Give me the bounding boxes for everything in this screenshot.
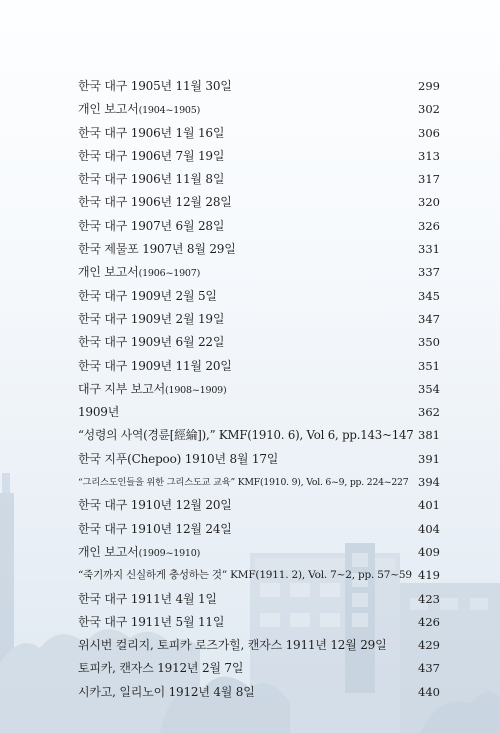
toc-entry-page-number: 404 — [418, 521, 440, 536]
table-of-contents — [78, 75, 440, 704]
toc-entry-title — [78, 378, 227, 402]
toc-entry-title-text: 한국 대구 1911년 4월 1일 — [78, 591, 217, 606]
toc-entry-title — [78, 564, 412, 587]
toc-entry-page-number: 419 — [418, 568, 440, 583]
toc-entry-title — [78, 191, 232, 214]
toc-entry[interactable] — [78, 145, 440, 168]
toc-entry-title-text: 대구 지부 보고서 — [78, 381, 165, 396]
toc-entry-title-text: 개인 보고서 — [78, 265, 139, 280]
toc-entry-page-number: 351 — [418, 358, 440, 373]
toc-entry-title — [78, 494, 232, 517]
toc-entry-title — [78, 634, 386, 657]
toc-entry[interactable] — [78, 215, 440, 238]
toc-entry[interactable] — [78, 261, 440, 284]
toc-entry-page-number: 345 — [418, 288, 440, 303]
toc-entry-title — [78, 261, 200, 285]
toc-entry-page-number: 423 — [418, 591, 440, 606]
toc-entry-title-text: 한국 대구 1906년 1월 16일 — [78, 125, 225, 140]
toc-entry-title — [78, 471, 408, 494]
toc-entry-title-text: 개인 보고서 — [78, 544, 139, 559]
toc-entry-title — [78, 541, 200, 565]
toc-entry-page-number: 326 — [418, 218, 440, 233]
toc-entry-title — [78, 308, 224, 331]
toc-entry[interactable] — [78, 634, 440, 657]
toc-entry-title-text: “그리스도인들을 위한 그리스도교 교육” KMF(1910. 9), Vol. 6~9, pp. 224~227 — [78, 477, 409, 489]
toc-entry-title — [78, 424, 414, 447]
toc-entry[interactable] — [78, 285, 440, 308]
toc-entry-title — [78, 355, 232, 378]
toc-entry-page-number: 437 — [418, 661, 440, 676]
toc-entry-title-text: 위시번 컬리지, 토피카 로즈가힐, 캔자스 1911년 12월 29일 — [78, 638, 387, 653]
toc-entry[interactable] — [78, 75, 440, 98]
toc-entry-page-number: 362 — [418, 405, 440, 420]
toc-entry-title-text: “죽기까지 신실하게 충성하는 것” KMF(1911. 2), Vol. 7~2, pp. 57~59 — [78, 569, 412, 582]
toc-entry-title-text: 한국 지푸(Chepoo) 1910년 8월 17일 — [78, 451, 279, 466]
toc-entry[interactable] — [78, 518, 440, 541]
toc-entry-page-number: 299 — [418, 79, 440, 93]
toc-entry-page-number: 331 — [418, 242, 440, 257]
toc-entry[interactable] — [78, 122, 440, 145]
toc-entry-page-number: 317 — [418, 172, 440, 187]
toc-entry[interactable] — [78, 494, 440, 517]
toc-entry-title — [78, 215, 224, 238]
toc-entry-page-number: 381 — [418, 428, 440, 443]
toc-entry-title — [78, 448, 278, 471]
toc-entry-title-text: 한국 대구 1910년 12월 24일 — [78, 521, 232, 536]
toc-entry-title — [78, 401, 119, 424]
toc-entry-title-text: 한국 대구 1906년 12월 28일 — [78, 195, 232, 210]
toc-entry-page-number: 391 — [418, 451, 440, 466]
toc-entry-title — [78, 98, 200, 122]
toc-entry-period: (1909~1910) — [138, 547, 201, 559]
toc-entry-page-number: 302 — [418, 102, 440, 117]
toc-entry-page-number: 401 — [418, 498, 440, 513]
toc-entry-title — [78, 657, 243, 680]
toc-entry-title-text: 한국 대구 1910년 12월 20일 — [78, 498, 232, 513]
toc-entry[interactable] — [78, 355, 440, 378]
toc-entry[interactable] — [78, 401, 440, 424]
toc-entry[interactable] — [78, 378, 440, 401]
toc-entry-page-number: 337 — [418, 265, 440, 280]
toc-entry[interactable] — [78, 168, 440, 191]
toc-entry-title-text: 1909년 — [78, 405, 120, 420]
toc-entry-title — [78, 238, 236, 261]
toc-entry[interactable] — [78, 331, 440, 354]
toc-entry-page-number: 394 — [418, 475, 440, 490]
toc-entry-title — [78, 285, 217, 308]
toc-entry-page-number: 350 — [418, 335, 440, 350]
toc-entry-title — [78, 331, 224, 354]
toc-entry-period: (1906~1907) — [138, 268, 201, 280]
toc-entry[interactable] — [78, 564, 440, 587]
toc-entry-page-number: 354 — [418, 381, 440, 396]
toc-entry[interactable] — [78, 471, 440, 494]
toc-entry-title-text: 한국 대구 1911년 5월 11일 — [78, 614, 225, 629]
toc-entry-title-text: 한국 대구 1907년 6월 28일 — [78, 218, 225, 233]
toc-entry-page-number: 409 — [418, 544, 440, 559]
toc-entry-title-text: 한국 제물포 1907년 8월 29일 — [78, 242, 236, 257]
toc-entry-page-number: 320 — [418, 195, 440, 210]
toc-entry-page-number: 426 — [418, 614, 440, 629]
toc-entry[interactable] — [78, 657, 440, 680]
toc-entry-title-text: 토피카, 캔자스 1912년 2월 7일 — [78, 661, 244, 676]
toc-entry-title — [78, 122, 224, 145]
toc-entry-title-text: 한국 대구 1909년 11월 20일 — [78, 358, 232, 373]
toc-entry-title-text: 한국 대구 1909년 2월 5일 — [78, 288, 217, 303]
toc-entry[interactable] — [78, 681, 440, 704]
toc-entry-period: (1908~1909) — [164, 384, 227, 396]
toc-entry[interactable] — [78, 308, 440, 331]
toc-entry-title-text: 시카고, 일리노이 1912년 4월 8일 — [78, 684, 255, 699]
toc-entry-page-number: 440 — [418, 684, 440, 699]
toc-entry[interactable] — [78, 611, 440, 634]
toc-entry-title-text: 한국 대구 1906년 7월 19일 — [78, 148, 225, 163]
toc-entry-title-text: “성령의 사역(경륜[經綸]),” KMF(1910. 6), Vol 6, pp.143~147 — [78, 428, 414, 443]
toc-entry[interactable] — [78, 238, 440, 261]
toc-entry-title-text: 한국 대구 1909년 2월 19일 — [78, 311, 225, 326]
toc-entry[interactable] — [78, 424, 440, 447]
toc-entry-title-text: 개인 보고서 — [78, 102, 139, 117]
toc-entry[interactable] — [78, 541, 440, 564]
toc-entry[interactable] — [78, 98, 440, 121]
toc-entry-title — [78, 611, 224, 634]
toc-entry-title — [78, 588, 217, 611]
toc-entry-title-text: 한국 대구 1906년 11월 8일 — [78, 172, 225, 187]
toc-entry-period: (1904~1905) — [138, 105, 201, 117]
toc-entry-title — [78, 518, 232, 541]
toc-entry-page-number: 313 — [418, 148, 440, 163]
toc-entry-page-number: 429 — [418, 638, 440, 653]
toc-entry-page-number: 347 — [418, 311, 440, 326]
toc-entry-title — [78, 168, 224, 191]
toc-entry-page-number: 306 — [418, 125, 440, 140]
toc-entry[interactable] — [78, 588, 440, 611]
toc-entry-title — [78, 145, 224, 168]
toc-entry-title-text: 한국 대구 1909년 6월 22일 — [78, 335, 225, 350]
toc-entry-title — [78, 75, 232, 98]
toc-entry-title — [78, 681, 255, 704]
toc-entry-title-text: 한국 대구 1905년 11월 30일 — [78, 79, 232, 93]
toc-entry[interactable] — [78, 448, 440, 471]
toc-entry[interactable] — [78, 191, 440, 214]
